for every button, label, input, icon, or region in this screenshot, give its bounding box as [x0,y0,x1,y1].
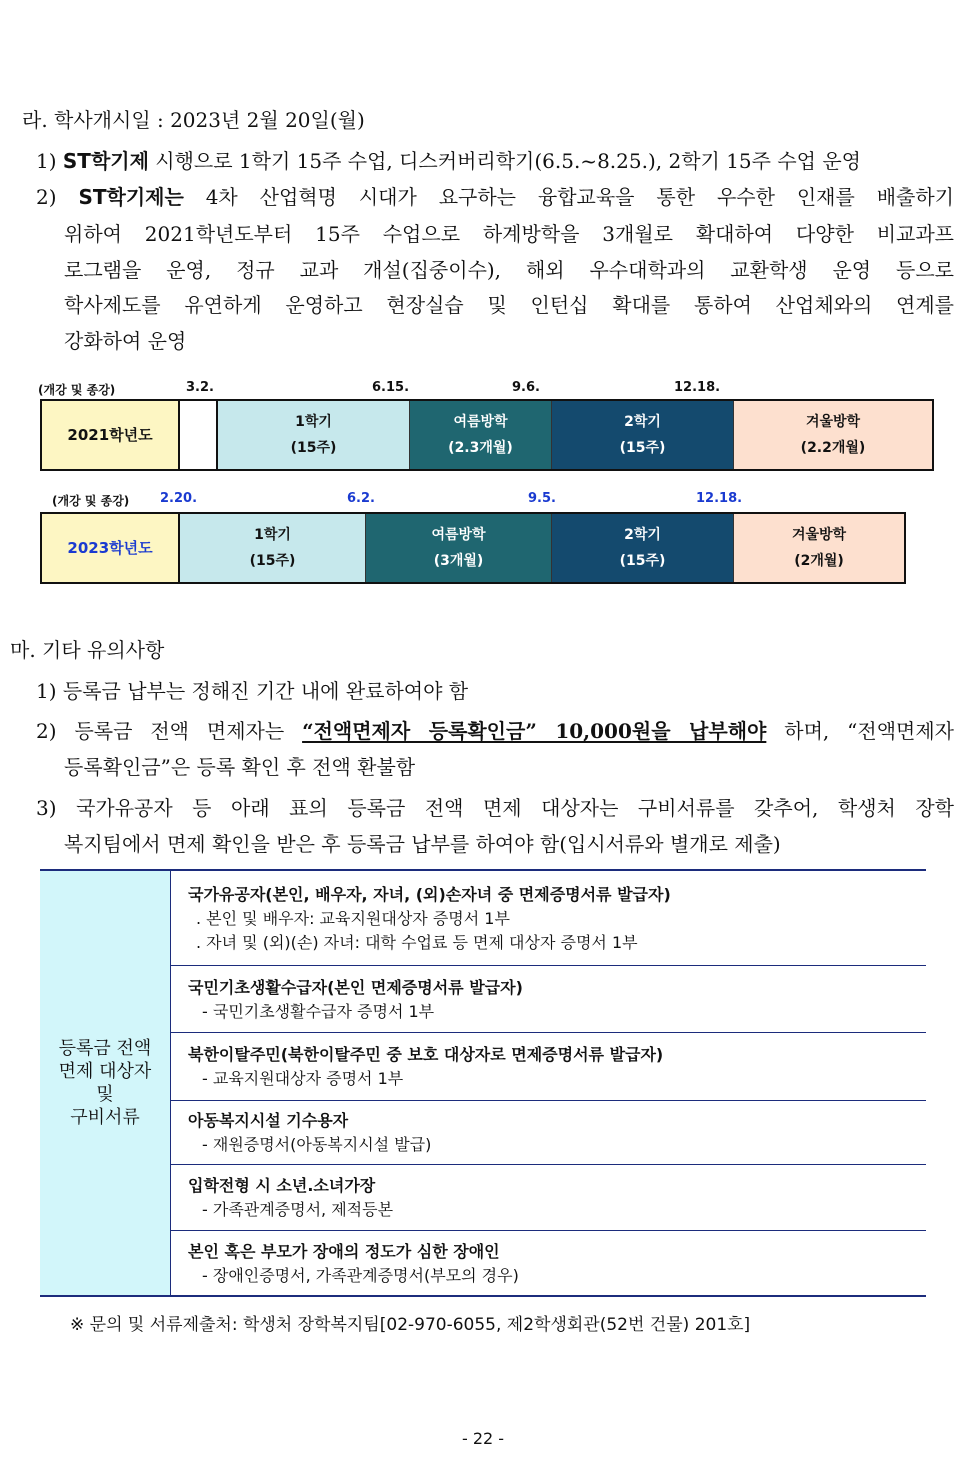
cell-title: 본인 혹은 부모가 장애의 정도가 심한 장애인 [188,1241,500,1261]
st-semester-label: ST학기제 [62,149,149,173]
section-ra-item-2-line-1 [36,181,954,210]
table-cell-national-merit [171,871,926,966]
cell-title: 국민기초생활수급자(본인 면제증명서류 발급자) [188,977,523,997]
table-cell-youth-household-head [171,1165,926,1231]
table-row-header [40,871,171,1295]
item-text: 4차 산업혁명 시대가 요구하는 융합교육을 통한 우수한 인재를 배출하기 [183,185,954,209]
segment-title: 여름방학 [431,527,486,543]
segment-duration: (15주) [619,553,666,569]
section-ma-item-1 [36,675,468,704]
section-ra-item-2-line-5: 강화하여 운영 [64,329,187,353]
timeline-2023-summer [366,514,552,582]
item-text: 등록금 납부는 정해진 기간 내에 완료하여야 함 [62,679,469,703]
timeline-2021-date-1: 3.2. [186,380,214,395]
exemption-table [40,869,926,1297]
timeline-2021-date-3: 9.6. [512,380,540,395]
cell-title: 국가유공자(본인, 배우자, 자녀, (외)손자녀 중 면제증명서류 발급자) [188,884,671,904]
table-cell-basic-livelihood [171,966,926,1033]
item-text: 하며, “전액면제자 [766,719,955,743]
segment-duration: (15주) [619,440,666,456]
cell-item: - 교육지원대상자 증명서 1부 [202,1069,404,1088]
segment-duration: (15주) [249,553,296,569]
row-header-line: 등록금 전액 [58,1038,152,1059]
timeline-2023-label: (개강 및 종강) [52,494,130,508]
page-number: - 22 - [461,1429,505,1448]
section-ma-heading: 마. 기타 유의사항 [10,638,165,662]
timeline-2021-date-4: 12.18. [674,380,721,395]
year-label: 2021학년도 [67,426,153,444]
timeline-2021-semester-2 [552,401,734,469]
table-body [171,871,926,1295]
segment-title: 여름방학 [453,414,508,430]
timeline-2021-year [42,401,180,469]
fee-emphasis: “전액면제자 등록확인금” 10,000원을 납부해야 [302,719,767,743]
timeline-2021-semester-1 [218,401,410,469]
segment-title: 겨울방학 [791,527,847,543]
cell-item: - 장애인증명서, 가족관계증명서(부모의 경우) [202,1265,519,1285]
item-number: 1) [36,679,57,703]
cell-item: - 국민기초생활수급자 증명서 1부 [202,1001,435,1021]
contact-note: ※ 문의 및 서류제출처: 학생처 장학복지팀[02-970-6055, 제2학생회관(52번 건물) 201호] [70,1315,751,1335]
timeline-2023-bar [40,512,906,584]
segment-title: 1학기 [295,414,332,430]
table-cell-north-korean-defector [171,1033,926,1101]
item-text: 등록금 전액 면제자는 [74,719,303,743]
item-text: 시행으로 1학기 15주 수업, 디스커버리학기(6.5.~8.25.), 2학기 15주 수업 운영 [148,149,861,173]
segment-duration: (3개월) [433,553,484,569]
section-ma-item-3-line-2: 복지팀에서 면제 확인을 받은 후 등록금 납부를 하여야 함(입시서류와 별개로 제출) [64,832,781,856]
item-number: 2) [36,185,57,209]
timeline-2021-summer [410,401,552,469]
item-text: 국가유공자 등 아래 표의 등록금 전액 면제 대상자는 구비서류를 갖추어, 학생처 장학 [76,796,955,820]
timeline-2023-date-2: 6.2. [347,491,375,506]
timeline-2023-date-1: 2.20. [160,491,198,506]
cell-title: 아동복지시설 기수용자 [188,1111,349,1130]
segment-title: 2학기 [624,527,661,543]
segment-duration: (2개월) [794,553,844,569]
st-semester-label: ST학기제는 [78,185,184,209]
segment-duration: (2.3개월) [448,440,513,456]
cell-item: . 자녀 및 (외)(손) 자녀: 대학 수업료 등 면제 대상자 증명서 1부 [196,932,638,952]
timeline-2023-year [42,514,180,582]
cell-item: - 가족관계증명서, 제적등본 [202,1200,394,1219]
section-ra-item-2-line-4: 학사제도를 유연하게 운영하고 현장실습 및 인턴십 확대를 통하여 산업체와의 연계를 [64,293,954,317]
row-header-line: 면제 대상자 [58,1061,152,1082]
table-cell-child-welfare [171,1101,926,1165]
timeline-2023-semester-2 [552,514,734,582]
timeline-2023-date-4: 12.18. [696,491,743,506]
section-ma-item-2-line-2: 등록확인금”은 등록 확인 후 전액 환불함 [64,755,416,779]
section-ra-item-2-line-2: 위하여 2021학년도부터 15주 수업으로 하계방학을 3개월로 확대하여 다양한 비교과프 [64,222,954,246]
cell-item: . 본인 및 배우자: 교육지원대상자 증명서 1부 [196,908,510,928]
section-ma-item-3-line-1 [36,792,954,821]
year-label: 2023학년도 [67,539,153,557]
cell-item: - 재원증명서(아동복지시설 발급) [202,1135,432,1154]
row-header-line: 및 [96,1084,114,1105]
timeline-2021-winter [734,401,932,469]
cell-title: 북한이탈주민(북한이탈주민 중 보호 대상자로 면제증명서류 발급자) [188,1045,664,1064]
segment-title: 2학기 [624,414,661,430]
section-ra-item-2-line-3: 로그램을 운영, 정규 교과 개설(집중이수), 해외 우수대학과의 교환학생 운영 등으로 [64,258,954,282]
section-ma-item-2-line-1 [36,715,954,744]
cell-title: 입학전형 시 소년.소녀가장 [188,1176,376,1195]
timeline-2021-gap [180,401,218,469]
table-cell-disability [171,1231,926,1295]
timeline-2023-semester-1 [180,514,366,582]
timeline-2023-date-3: 9.5. [528,491,556,506]
timeline-2023-winter [734,514,904,582]
timeline-2021-label: (개강 및 종강) [38,383,116,397]
row-header-line: 구비서류 [70,1107,140,1128]
segment-title: 1학기 [254,527,291,543]
section-ra-item-1 [36,145,861,174]
item-number: 2) [36,719,57,743]
timeline-2021-bar [40,399,934,471]
segment-duration: (2.2개월) [800,440,866,456]
section-ra-heading: 라. 학사개시일 : 2023년 2월 20일(월) [22,108,365,132]
segment-title: 겨울방학 [805,414,861,430]
timeline-2021-date-2: 6.15. [372,380,410,395]
item-number: 3) [36,796,57,820]
segment-duration: (15주) [290,440,337,456]
item-number: 1) [36,149,57,173]
